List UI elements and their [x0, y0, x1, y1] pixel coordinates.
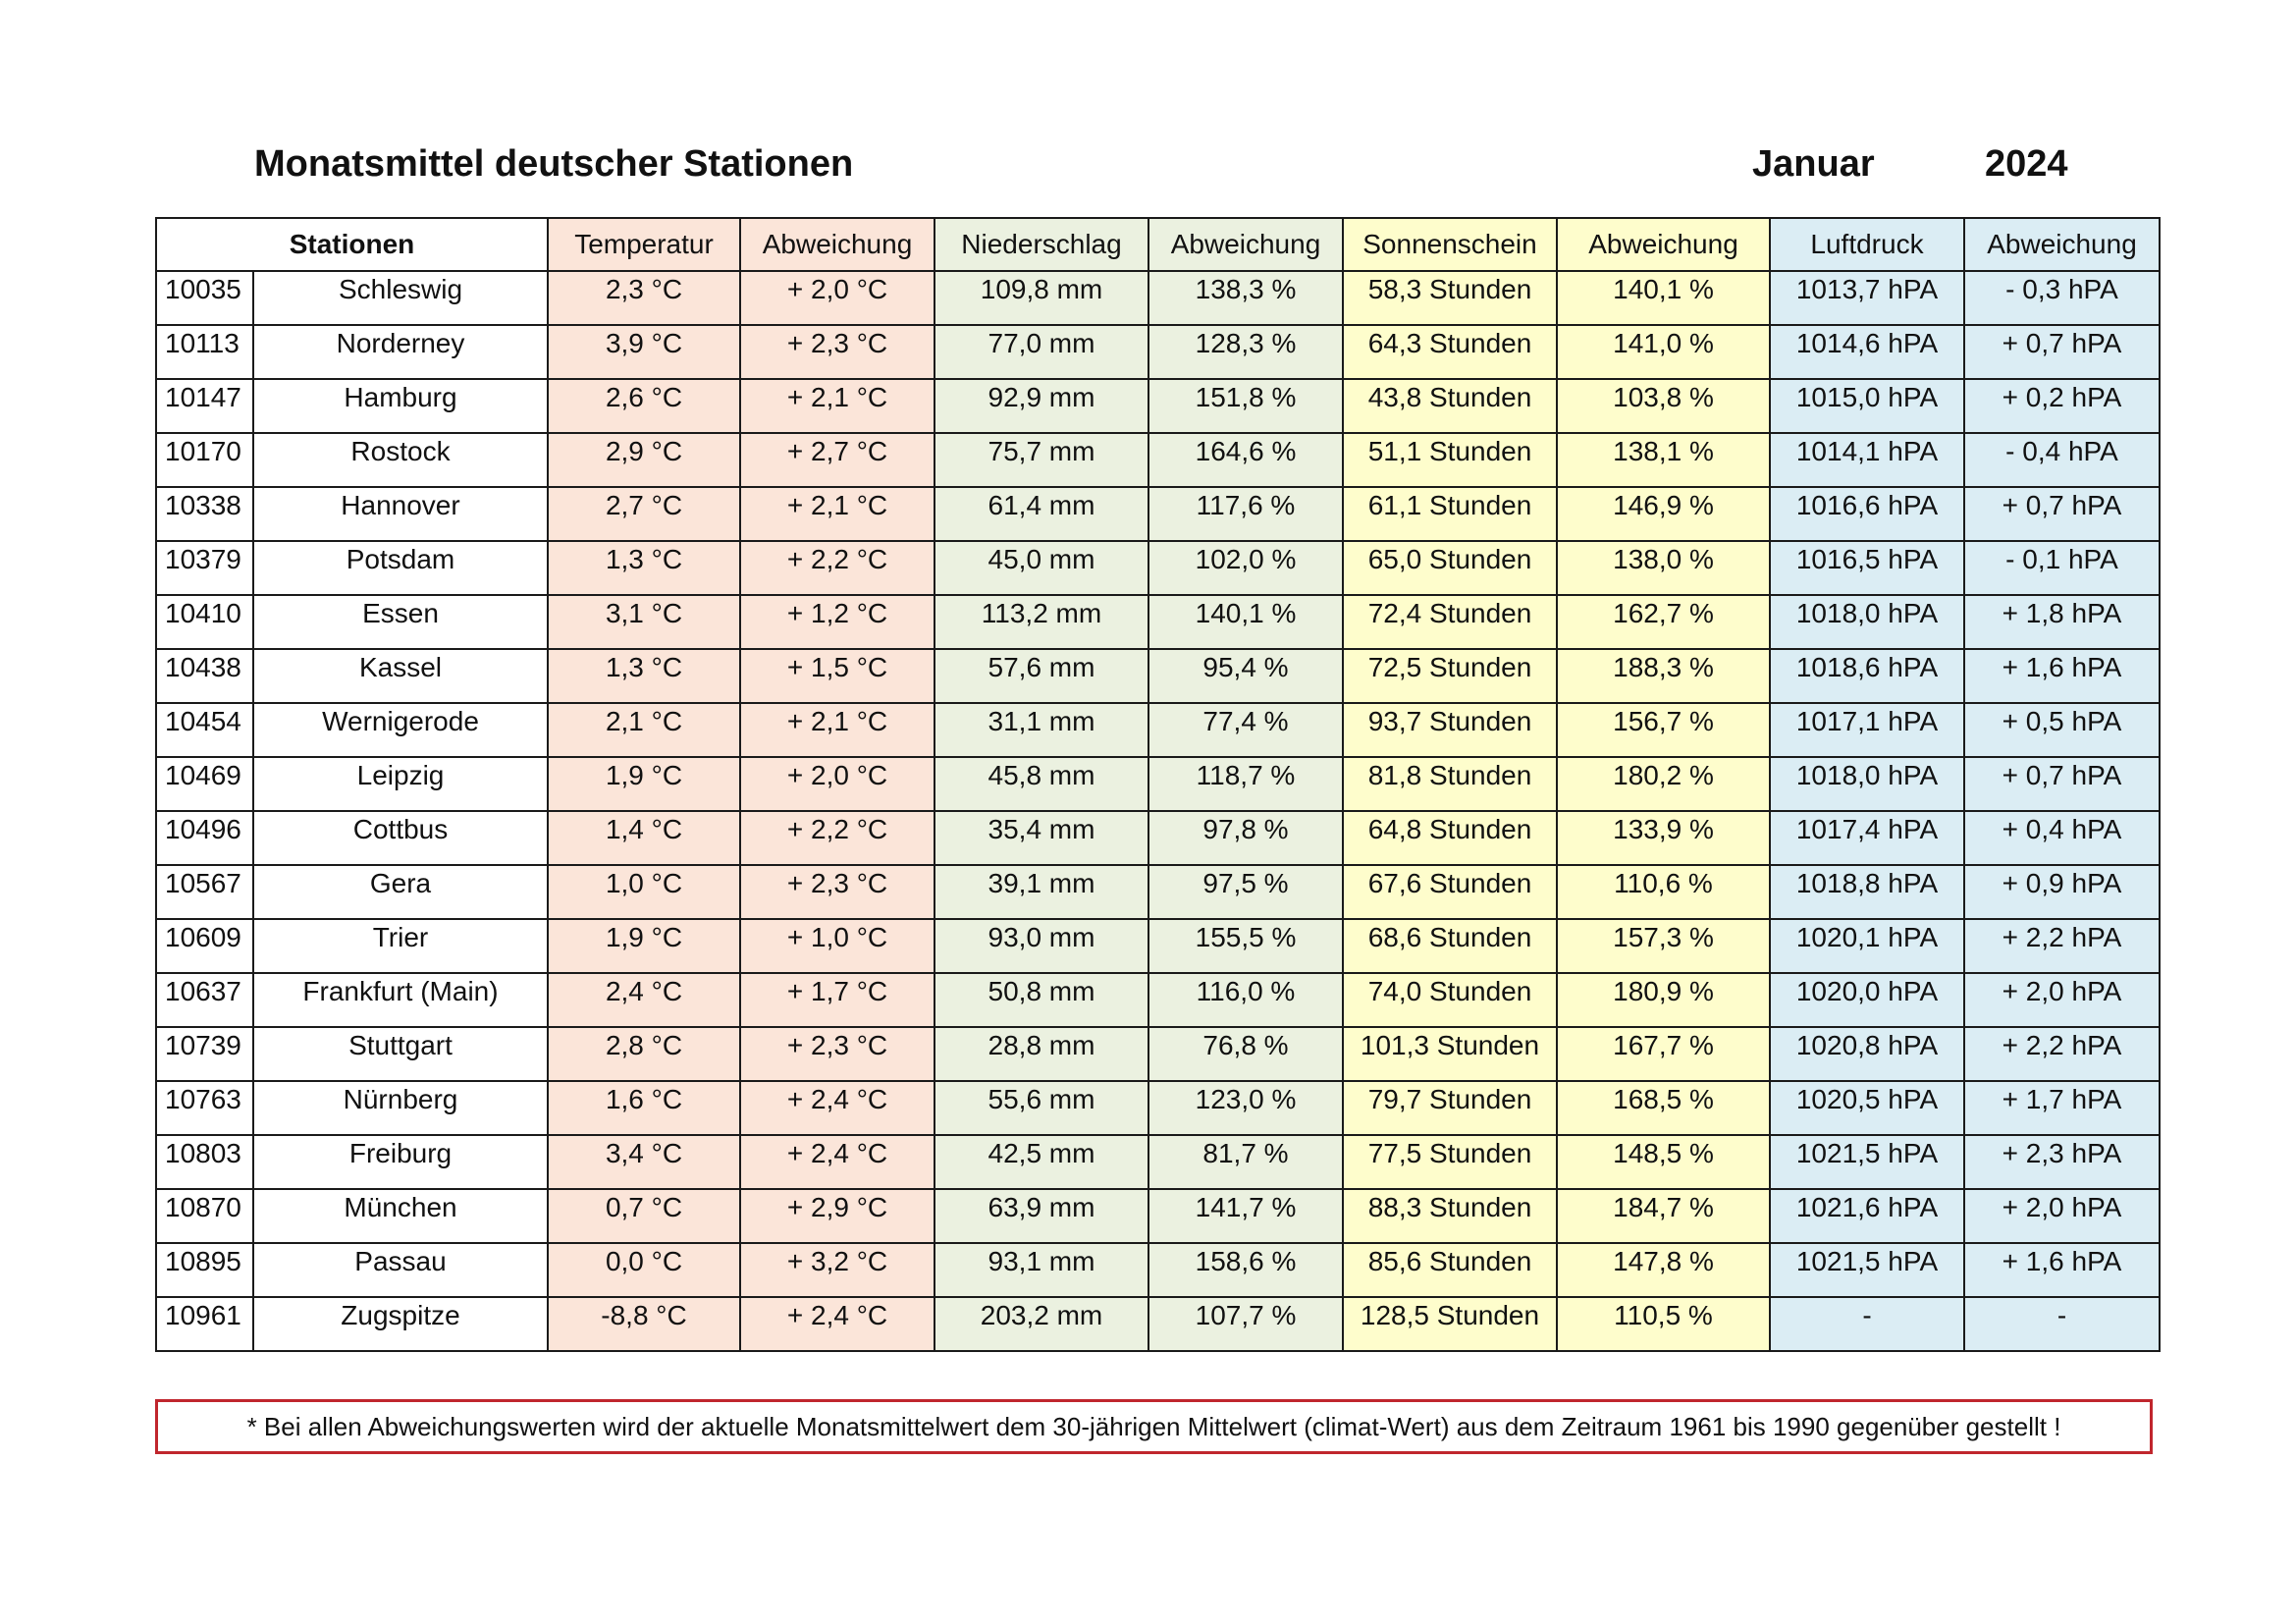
temperature-deviation-cell: + 2,0 °C	[740, 271, 934, 325]
precipitation-deviation-cell: 158,6 %	[1148, 1243, 1343, 1297]
table-row	[156, 811, 2160, 865]
temperature-cell: 1,0 °C	[548, 865, 740, 919]
precipitation-cell: 77,0 mm	[934, 325, 1148, 379]
pressure-deviation-cell: + 1,7 hPA	[1964, 1081, 2160, 1135]
station-name-cell: Essen	[253, 595, 548, 649]
precipitation-deviation-cell: 95,4 %	[1148, 649, 1343, 703]
temperature-cell: 3,1 °C	[548, 595, 740, 649]
sunshine-cell: 77,5 Stunden	[1343, 1135, 1557, 1189]
station-id-cell: 10763	[156, 1081, 253, 1135]
temperature-deviation-cell: + 1,2 °C	[740, 595, 934, 649]
pressure-deviation-cell: + 0,7 hPA	[1964, 325, 2160, 379]
table-row	[156, 595, 2160, 649]
station-name-cell: Hannover	[253, 487, 548, 541]
precipitation-cell: 203,2 mm	[934, 1297, 1148, 1351]
temperature-cell: 2,9 °C	[548, 433, 740, 487]
precipitation-deviation-cell: 155,5 %	[1148, 919, 1343, 973]
table-row	[156, 1297, 2160, 1351]
sunshine-cell: 51,1 Stunden	[1343, 433, 1557, 487]
station-name-cell: Hamburg	[253, 379, 548, 433]
pressure-cell: 1020,0 hPA	[1770, 973, 1964, 1027]
sunshine-cell: 101,3 Stunden	[1343, 1027, 1557, 1081]
sunshine-cell: 72,4 Stunden	[1343, 595, 1557, 649]
sunshine-cell: 128,5 Stunden	[1343, 1297, 1557, 1351]
precipitation-cell: 55,6 mm	[934, 1081, 1148, 1135]
temperature-cell: 1,4 °C	[548, 811, 740, 865]
precipitation-cell: 31,1 mm	[934, 703, 1148, 757]
sunshine-deviation-cell: 110,6 %	[1557, 865, 1770, 919]
header-sunshine-deviation: Abweichung	[1557, 218, 1770, 271]
precipitation-deviation-cell: 77,4 %	[1148, 703, 1343, 757]
sunshine-cell: 61,1 Stunden	[1343, 487, 1557, 541]
station-name-cell: Stuttgart	[253, 1027, 548, 1081]
temperature-deviation-cell: + 3,2 °C	[740, 1243, 934, 1297]
station-name-cell: München	[253, 1189, 548, 1243]
sunshine-deviation-cell: 162,7 %	[1557, 595, 1770, 649]
temperature-cell: 1,9 °C	[548, 757, 740, 811]
temperature-cell: 2,7 °C	[548, 487, 740, 541]
sunshine-cell: 43,8 Stunden	[1343, 379, 1557, 433]
temperature-cell: 2,8 °C	[548, 1027, 740, 1081]
pressure-deviation-cell: + 0,7 hPA	[1964, 487, 2160, 541]
precipitation-cell: 45,0 mm	[934, 541, 1148, 595]
station-name-cell: Freiburg	[253, 1135, 548, 1189]
precipitation-cell: 75,7 mm	[934, 433, 1148, 487]
pressure-cell: 1020,5 hPA	[1770, 1081, 1964, 1135]
table-header-row	[156, 218, 2160, 271]
station-name-cell: Leipzig	[253, 757, 548, 811]
pressure-cell: 1013,7 hPA	[1770, 271, 1964, 325]
pressure-deviation-cell: + 0,5 hPA	[1964, 703, 2160, 757]
temperature-deviation-cell: + 2,9 °C	[740, 1189, 934, 1243]
temperature-deviation-cell: + 2,3 °C	[740, 325, 934, 379]
sunshine-cell: 81,8 Stunden	[1343, 757, 1557, 811]
precipitation-deviation-cell: 107,7 %	[1148, 1297, 1343, 1351]
temperature-deviation-cell: + 2,1 °C	[740, 487, 934, 541]
precipitation-deviation-cell: 138,3 %	[1148, 271, 1343, 325]
sunshine-cell: 72,5 Stunden	[1343, 649, 1557, 703]
station-name-cell: Frankfurt (Main)	[253, 973, 548, 1027]
station-name-cell: Nürnberg	[253, 1081, 548, 1135]
sunshine-cell: 85,6 Stunden	[1343, 1243, 1557, 1297]
station-id-cell: 10410	[156, 595, 253, 649]
station-name-cell: Schleswig	[253, 271, 548, 325]
precipitation-deviation-cell: 164,6 %	[1148, 433, 1343, 487]
pressure-cell: 1015,0 hPA	[1770, 379, 1964, 433]
pressure-cell: -	[1770, 1297, 1964, 1351]
station-name-cell: Wernigerode	[253, 703, 548, 757]
precipitation-deviation-cell: 128,3 %	[1148, 325, 1343, 379]
temperature-cell: 1,6 °C	[548, 1081, 740, 1135]
station-name-cell: Trier	[253, 919, 548, 973]
sunshine-cell: 64,3 Stunden	[1343, 325, 1557, 379]
sunshine-cell: 88,3 Stunden	[1343, 1189, 1557, 1243]
table-row	[156, 1081, 2160, 1135]
precipitation-deviation-cell: 118,7 %	[1148, 757, 1343, 811]
station-id-cell: 10454	[156, 703, 253, 757]
precipitation-cell: 113,2 mm	[934, 595, 1148, 649]
sunshine-deviation-cell: 146,9 %	[1557, 487, 1770, 541]
temperature-cell: 2,1 °C	[548, 703, 740, 757]
pressure-cell: 1021,6 hPA	[1770, 1189, 1964, 1243]
precipitation-cell: 63,9 mm	[934, 1189, 1148, 1243]
precipitation-deviation-cell: 116,0 %	[1148, 973, 1343, 1027]
sunshine-deviation-cell: 180,2 %	[1557, 757, 1770, 811]
sunshine-deviation-cell: 138,0 %	[1557, 541, 1770, 595]
footnote-text: * Bei allen Abweichungswerten wird der aktuelle Monatsmittelwert dem 30-jährigen Mittelwert (climat-Wert) aus dem Zeitraum 1961 bis 1990 gegenüber gestellt !	[246, 1412, 2061, 1441]
pressure-deviation-cell: + 1,6 hPA	[1964, 649, 2160, 703]
station-id-cell: 10609	[156, 919, 253, 973]
sunshine-cell: 58,3 Stunden	[1343, 271, 1557, 325]
table-row	[156, 271, 2160, 325]
pressure-cell: 1020,1 hPA	[1770, 919, 1964, 973]
station-id-cell: 10496	[156, 811, 253, 865]
temperature-deviation-cell: + 1,5 °C	[740, 649, 934, 703]
pressure-cell: 1016,5 hPA	[1770, 541, 1964, 595]
precipitation-deviation-cell: 97,8 %	[1148, 811, 1343, 865]
precipitation-deviation-cell: 140,1 %	[1148, 595, 1343, 649]
temperature-deviation-cell: + 2,4 °C	[740, 1297, 934, 1351]
temperature-cell: 0,0 °C	[548, 1243, 740, 1297]
precipitation-cell: 93,1 mm	[934, 1243, 1148, 1297]
pressure-deviation-cell: + 2,2 hPA	[1964, 1027, 2160, 1081]
table-row	[156, 1027, 2160, 1081]
pressure-deviation-cell: + 0,7 hPA	[1964, 757, 2160, 811]
station-id-cell: 10035	[156, 271, 253, 325]
table-row	[156, 1189, 2160, 1243]
temperature-deviation-cell: + 2,3 °C	[740, 1027, 934, 1081]
table-row	[156, 541, 2160, 595]
sunshine-deviation-cell: 110,5 %	[1557, 1297, 1770, 1351]
pressure-cell: 1018,0 hPA	[1770, 757, 1964, 811]
precipitation-cell: 35,4 mm	[934, 811, 1148, 865]
pressure-deviation-cell: -	[1964, 1297, 2160, 1351]
sunshine-deviation-cell: 156,7 %	[1557, 703, 1770, 757]
sunshine-cell: 93,7 Stunden	[1343, 703, 1557, 757]
station-name-cell: Gera	[253, 865, 548, 919]
pressure-cell: 1021,5 hPA	[1770, 1135, 1964, 1189]
temperature-cell: 0,7 °C	[548, 1189, 740, 1243]
header-temperature-deviation: Abweichung	[740, 218, 934, 271]
pressure-cell: 1018,0 hPA	[1770, 595, 1964, 649]
station-id-cell: 10870	[156, 1189, 253, 1243]
temperature-cell: 2,3 °C	[548, 271, 740, 325]
header-precipitation-deviation: Abweichung	[1148, 218, 1343, 271]
station-id-cell: 10469	[156, 757, 253, 811]
precipitation-cell: 57,6 mm	[934, 649, 1148, 703]
table-row	[156, 757, 2160, 811]
temperature-deviation-cell: + 2,2 °C	[740, 541, 934, 595]
pressure-cell: 1018,6 hPA	[1770, 649, 1964, 703]
pressure-deviation-cell: + 2,3 hPA	[1964, 1135, 2160, 1189]
sunshine-cell: 67,6 Stunden	[1343, 865, 1557, 919]
station-name-cell: Kassel	[253, 649, 548, 703]
precipitation-cell: 61,4 mm	[934, 487, 1148, 541]
temperature-cell: 1,9 °C	[548, 919, 740, 973]
pressure-cell: 1017,4 hPA	[1770, 811, 1964, 865]
station-id-cell: 10961	[156, 1297, 253, 1351]
sunshine-deviation-cell: 133,9 %	[1557, 811, 1770, 865]
station-id-cell: 10803	[156, 1135, 253, 1189]
header-precipitation: Niederschlag	[934, 218, 1148, 271]
temperature-deviation-cell: + 2,1 °C	[740, 703, 934, 757]
temperature-deviation-cell: + 2,7 °C	[740, 433, 934, 487]
pressure-deviation-cell: + 2,0 hPA	[1964, 973, 2160, 1027]
sunshine-deviation-cell: 168,5 %	[1557, 1081, 1770, 1135]
sunshine-deviation-cell: 147,8 %	[1557, 1243, 1770, 1297]
pressure-deviation-cell: + 1,6 hPA	[1964, 1243, 2160, 1297]
report-year: 2024	[1985, 143, 2068, 185]
sunshine-deviation-cell: 103,8 %	[1557, 379, 1770, 433]
table-row	[156, 649, 2160, 703]
precipitation-deviation-cell: 81,7 %	[1148, 1135, 1343, 1189]
table-row	[156, 1135, 2160, 1189]
pressure-deviation-cell: + 2,0 hPA	[1964, 1189, 2160, 1243]
temperature-cell: 2,4 °C	[548, 973, 740, 1027]
pressure-deviation-cell: + 0,4 hPA	[1964, 811, 2160, 865]
pressure-deviation-cell: - 0,4 hPA	[1964, 433, 2160, 487]
temperature-deviation-cell: + 2,4 °C	[740, 1081, 934, 1135]
precipitation-cell: 50,8 mm	[934, 973, 1148, 1027]
temperature-deviation-cell: + 2,0 °C	[740, 757, 934, 811]
table-row	[156, 865, 2160, 919]
sunshine-deviation-cell: 148,5 %	[1557, 1135, 1770, 1189]
temperature-deviation-cell: + 1,0 °C	[740, 919, 934, 973]
table-row	[156, 487, 2160, 541]
table-body	[156, 271, 2160, 1351]
table-row	[156, 1243, 2160, 1297]
station-name-cell: Norderney	[253, 325, 548, 379]
sunshine-deviation-cell: 157,3 %	[1557, 919, 1770, 973]
pressure-cell: 1014,1 hPA	[1770, 433, 1964, 487]
station-id-cell: 10338	[156, 487, 253, 541]
header-pressure-deviation: Abweichung	[1964, 218, 2160, 271]
station-id-cell: 10170	[156, 433, 253, 487]
sunshine-deviation-cell: 188,3 %	[1557, 649, 1770, 703]
pressure-cell: 1016,6 hPA	[1770, 487, 1964, 541]
temperature-cell: 3,4 °C	[548, 1135, 740, 1189]
station-id-cell: 10438	[156, 649, 253, 703]
precipitation-deviation-cell: 97,5 %	[1148, 865, 1343, 919]
sunshine-deviation-cell: 180,9 %	[1557, 973, 1770, 1027]
station-name-cell: Rostock	[253, 433, 548, 487]
pressure-deviation-cell: + 1,8 hPA	[1964, 595, 2160, 649]
sunshine-cell: 79,7 Stunden	[1343, 1081, 1557, 1135]
report-month: Januar	[1752, 143, 1875, 185]
stations-table	[155, 217, 2161, 1352]
footnote-box	[155, 1399, 2153, 1454]
sunshine-cell: 64,8 Stunden	[1343, 811, 1557, 865]
pressure-cell: 1017,1 hPA	[1770, 703, 1964, 757]
pressure-deviation-cell: + 2,2 hPA	[1964, 919, 2160, 973]
station-name-cell: Cottbus	[253, 811, 548, 865]
temperature-deviation-cell: + 2,3 °C	[740, 865, 934, 919]
sunshine-deviation-cell: 138,1 %	[1557, 433, 1770, 487]
header-pressure: Luftdruck	[1770, 218, 1964, 271]
table-row	[156, 973, 2160, 1027]
precipitation-deviation-cell: 102,0 %	[1148, 541, 1343, 595]
sunshine-cell: 65,0 Stunden	[1343, 541, 1557, 595]
temperature-deviation-cell: + 1,7 °C	[740, 973, 934, 1027]
station-name-cell: Potsdam	[253, 541, 548, 595]
sunshine-cell: 68,6 Stunden	[1343, 919, 1557, 973]
header-sunshine: Sonnenschein	[1343, 218, 1557, 271]
temperature-cell: 1,3 °C	[548, 649, 740, 703]
table-row	[156, 379, 2160, 433]
table-row	[156, 325, 2160, 379]
precipitation-cell: 45,8 mm	[934, 757, 1148, 811]
station-name-cell: Passau	[253, 1243, 548, 1297]
pressure-cell: 1021,5 hPA	[1770, 1243, 1964, 1297]
precipitation-cell: 39,1 mm	[934, 865, 1148, 919]
table-row	[156, 919, 2160, 973]
precipitation-deviation-cell: 123,0 %	[1148, 1081, 1343, 1135]
station-id-cell: 10895	[156, 1243, 253, 1297]
precipitation-cell: 28,8 mm	[934, 1027, 1148, 1081]
temperature-cell: 1,3 °C	[548, 541, 740, 595]
precipitation-deviation-cell: 141,7 %	[1148, 1189, 1343, 1243]
station-name-cell: Zugspitze	[253, 1297, 548, 1351]
pressure-deviation-cell: - 0,1 hPA	[1964, 541, 2160, 595]
sunshine-deviation-cell: 140,1 %	[1557, 271, 1770, 325]
pressure-cell: 1014,6 hPA	[1770, 325, 1964, 379]
pressure-cell: 1018,8 hPA	[1770, 865, 1964, 919]
pressure-deviation-cell: - 0,3 hPA	[1964, 271, 2160, 325]
table-row	[156, 703, 2160, 757]
temperature-deviation-cell: + 2,2 °C	[740, 811, 934, 865]
station-id-cell: 10379	[156, 541, 253, 595]
temperature-deviation-cell: + 2,4 °C	[740, 1135, 934, 1189]
precipitation-cell: 93,0 mm	[934, 919, 1148, 973]
precipitation-deviation-cell: 151,8 %	[1148, 379, 1343, 433]
page-title: Monatsmittel deutscher Stationen	[254, 143, 854, 185]
precipitation-cell: 109,8 mm	[934, 271, 1148, 325]
pressure-deviation-cell: + 0,9 hPA	[1964, 865, 2160, 919]
station-id-cell: 10147	[156, 379, 253, 433]
station-id-cell: 10567	[156, 865, 253, 919]
station-id-cell: 10113	[156, 325, 253, 379]
temperature-cell: -8,8 °C	[548, 1297, 740, 1351]
pressure-cell: 1020,8 hPA	[1770, 1027, 1964, 1081]
header-temperature: Temperatur	[548, 218, 740, 271]
station-id-cell: 10739	[156, 1027, 253, 1081]
sunshine-deviation-cell: 167,7 %	[1557, 1027, 1770, 1081]
precipitation-deviation-cell: 117,6 %	[1148, 487, 1343, 541]
pressure-deviation-cell: + 0,2 hPA	[1964, 379, 2160, 433]
temperature-cell: 3,9 °C	[548, 325, 740, 379]
precipitation-cell: 42,5 mm	[934, 1135, 1148, 1189]
temperature-deviation-cell: + 2,1 °C	[740, 379, 934, 433]
temperature-cell: 2,6 °C	[548, 379, 740, 433]
precipitation-cell: 92,9 mm	[934, 379, 1148, 433]
precipitation-deviation-cell: 76,8 %	[1148, 1027, 1343, 1081]
header-stations: Stationen	[156, 218, 548, 271]
sunshine-deviation-cell: 184,7 %	[1557, 1189, 1770, 1243]
sunshine-deviation-cell: 141,0 %	[1557, 325, 1770, 379]
table-row	[156, 433, 2160, 487]
sunshine-cell: 74,0 Stunden	[1343, 973, 1557, 1027]
station-id-cell: 10637	[156, 973, 253, 1027]
